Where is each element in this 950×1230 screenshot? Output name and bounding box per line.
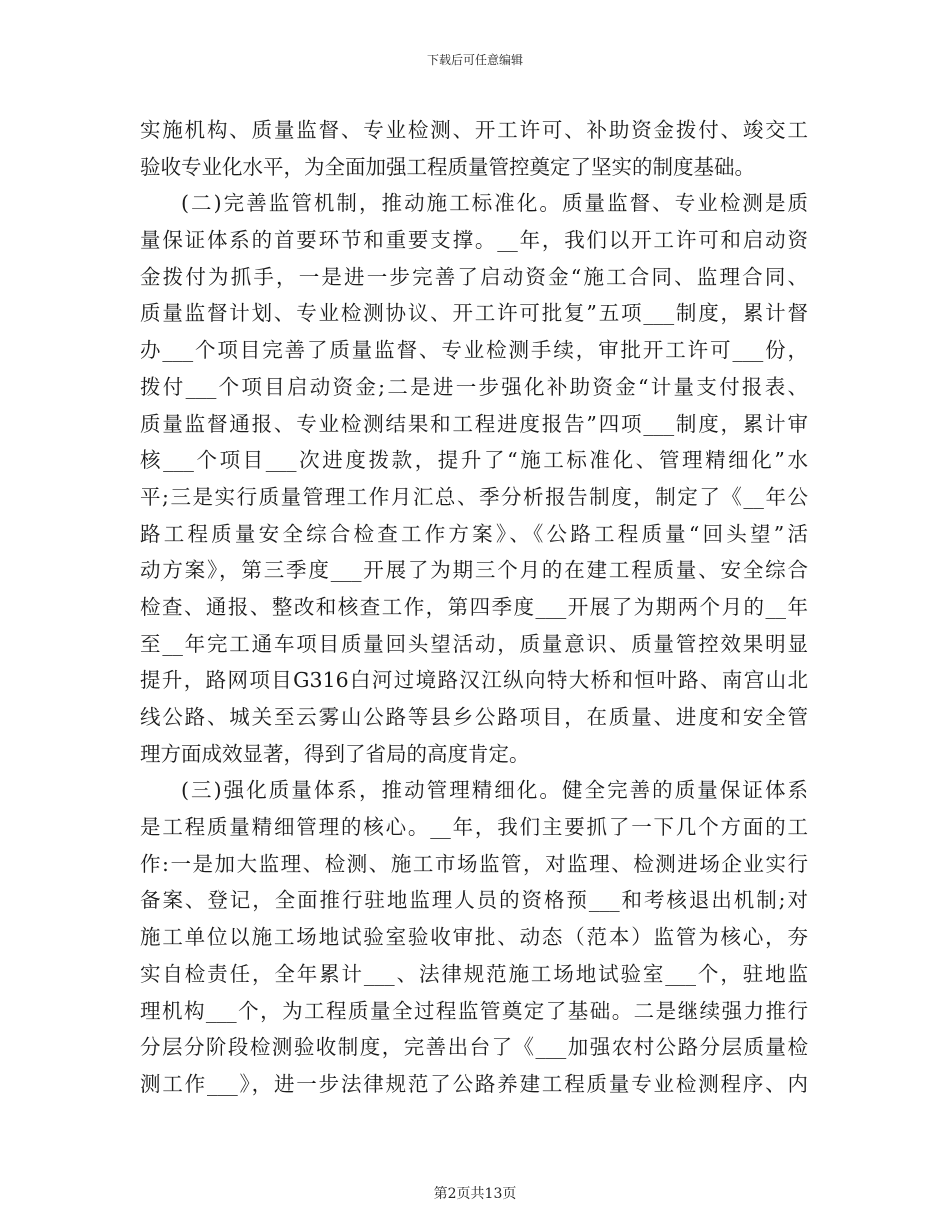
text-line: 实施机构、质量监督、专业检测、开工许可、补助资金拨付、竣交工 [140,118,808,142]
text-line: 分层分阶段检测验收制度，完善出台了《___加强农村公路分层质量检 [140,1035,808,1060]
text-line: 动方案》，第三季度___开展了为期三个月的在建工程质量、安全综合 [140,558,808,583]
text-line: 理机构___个，为工程质量全过程监管奠定了基础。二是继续强力推行 [140,998,808,1023]
text-line: 施工单位以施工场地试验室验收审批、动态（范本）监管为核心，夯 [140,925,808,950]
text-line: 实自检责任，全年累计___、法律规范施工场地试验室___个，驻地监 [140,961,808,986]
page-number-footer: 第2页共13页 [433,1186,517,1202]
text-line: 拨付___个项目启动资金;二是进一步强化补助资金“计量支付报表、 [140,374,808,399]
text-line: 办___个项目完善了质量监督、专业检测手续，审批开工许可___份， [140,338,808,363]
text-line: 线公路、城关至云雾山公路等县乡公路项目，在质量、进度和安全管 [140,705,808,729]
section-heading-line: (三)强化质量体系，推动管理精细化。健全完善的质量保证体系 [181,778,808,803]
text-line: 测工作___》，进一步法律规范了公路养建工程质量专业检测程序、内 [140,1071,808,1096]
text-line: 核___个项目___次进度拨款，提升了“施工标准化、管理精细化”水 [140,448,808,473]
text-line: 验收专业化水平，为全面加强工程质量管控奠定了坚实的制度基础。 [140,154,755,179]
section-heading-line: (二)完善监管机制，推动施工标准化。质量监督、专业检测是质 [181,191,808,216]
text-line: 质量监督计划、专业检测协议、开工许可批复”五项___制度，累计督 [140,301,808,326]
text-line: 提升，路网项目G316白河过境路汉江纵向特大桥和恒叶路、南宫山北 [140,668,808,693]
text-line: 作:一是加大监理、检测、施工市场监管，对监理、检测进场企业实行 [140,851,808,876]
text-line: 备案、登记，全面推行驻地监理人员的资格预___和考核退出机制;对 [140,888,808,913]
document-body [140,112,808,1103]
text-line: 至__年完工通车项目质量回头望活动，质量意识、质量管控效果明显 [140,631,808,656]
text-line: 金拨付为抓手，一是进一步完善了启动资金“施工合同、监理合同、 [140,264,808,289]
text-line: 路工程质量安全综合检查工作方案》、《公路工程质量“回头望”活 [140,521,808,546]
text-line: 检查、通报、整改和核查工作，第四季度___开展了为期两个月的__年 [140,594,808,619]
text-line: 是工程质量精细管理的核心。__年，我们主要抓了一下几个方面的工 [140,815,808,840]
text-line: 质量监督通报、专业检测结果和工程进度报告”四项___制度，累计审 [140,411,808,436]
page-header: 下载后可任意编辑 [426,53,523,67]
text-line: 量保证体系的首要环节和重要支撑。__年，我们以开工许可和启动资 [140,228,808,253]
text-line: 平;三是实行质量管理工作月汇总、季分析报告制度，制定了《__年公 [140,484,808,509]
text-line: 理方面成效显著，得到了省局的高度肯定。 [140,741,530,766]
